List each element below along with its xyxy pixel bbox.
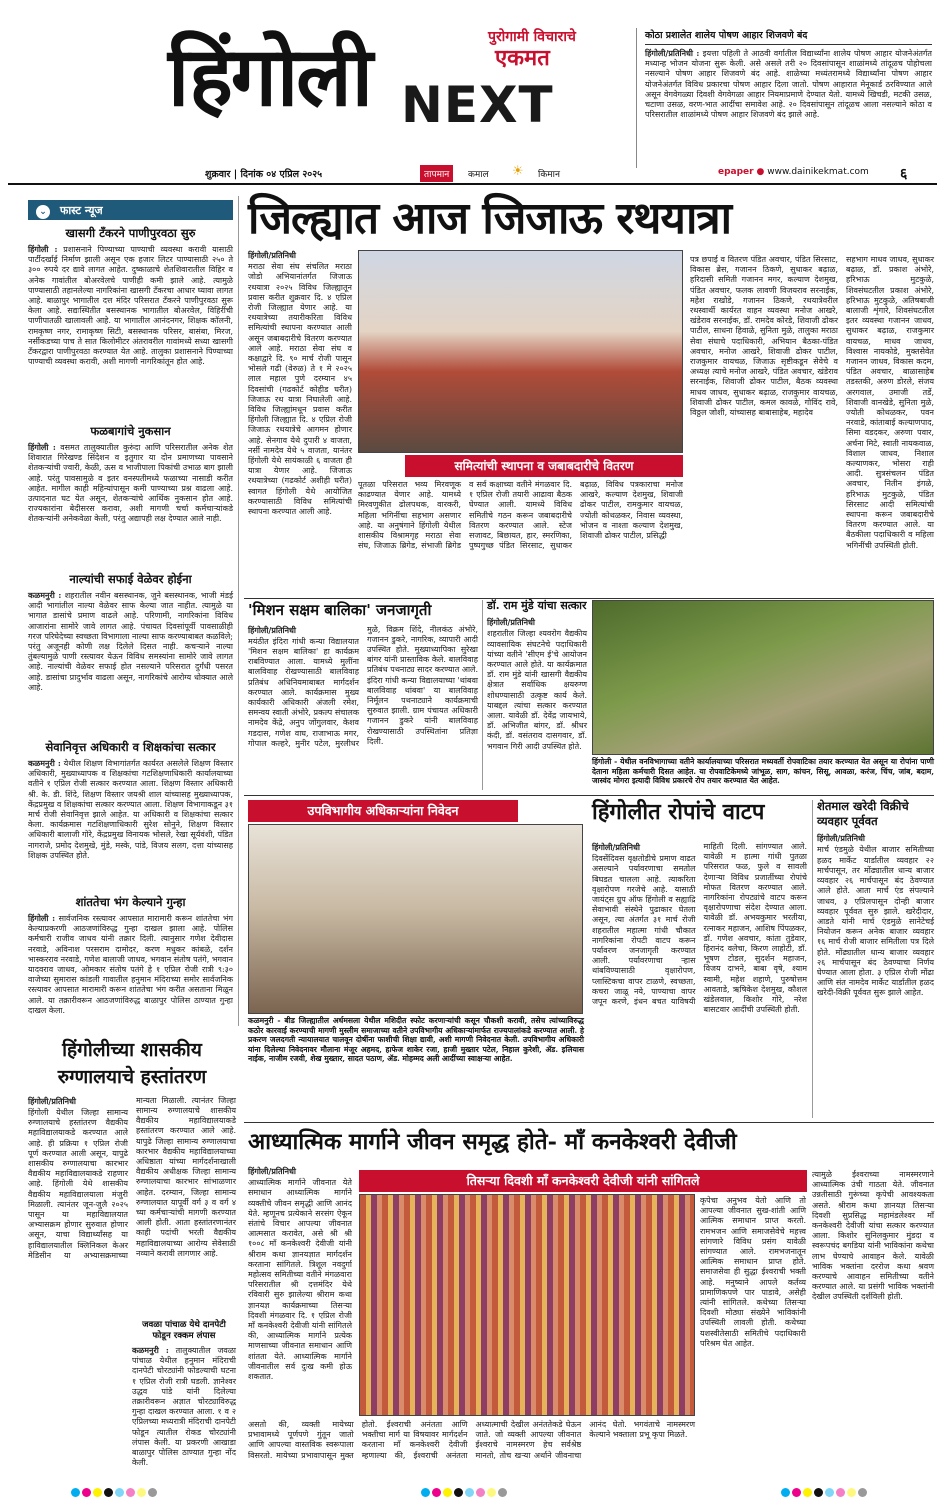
spiritual-body-c: [700, 1196, 806, 1466]
registration-marks-right: [780, 1482, 900, 1494]
temple-theft-story: [132, 1320, 237, 1468]
nursery-caption: हिंगोली - येथील वनविभागाच्या वतीने कार्यालयाच्या परिसरात मध्यवर्ती रोपवाटिका तयार करण्यात येत असून या रोपांना पाणी देताना महिला कर्मचारी दिसत आहेत. या रोपवाटिकेमध्ये जांभूळ, साग, कांचन, सिसू, आवळा, करंज, चिंच, जांब, बदाम, जास्वंद मोगरा इत्यादी विविध प्रकारचे रोप तयार करण्यात येत आहेत.: [592, 757, 934, 786]
section-rule: [244, 1122, 934, 1123]
fast-news-headline: नाल्यांची सफाई वेळेवर होईना: [69, 572, 192, 586]
lead-body-a-cont: [248, 470, 352, 600]
fast-news-body: [28, 442, 233, 564]
fast-news-item: [28, 424, 233, 564]
reg-mark: [498, 1488, 507, 1497]
fast-news-text: सार्वजनिक रस्त्यावर आपसात मारामारी करून शांततेचा भंग केल्याप्रकरणी आठजणांविरुद्ध गुन्हा दाखल झाला आहे. पोलिस कर्मचारी राजीव जाधव यांनी तक्रार दिली. त्यानुसार गणेश देवीदास नरवाडे, अविनाश परसराम दामोदर, करण मधुकर कांबळे, दर्शन भास्करराव नरवाडे, गणेश बालाजी जाधव, भगवान संतोष पतंगे, भगवान यादवराव जाधव, ओमकार संतोष पतंगे हे १ एप्रिल रोजी रात्री ९:३० वाजेच्या सुमारास कांडली गावातील हनुमान मंदिराच्या समोर सार्वजनिक रस्त्यावर आपसात मारामारी करून शांततेचा भंग करीत असताना मिळून आले. या तक्रारीवरून आठजणांविरुद्ध बाळापुर पोलिस ठाण्यात गुन्हा दाखल केला.: [28, 914, 233, 1015]
reg-mark: [454, 1488, 463, 1497]
reg-mark: [792, 1488, 801, 1497]
reg-mark: [803, 1488, 812, 1497]
lead-dateline: हिंगोली/प्रतिनिधी: [248, 250, 297, 260]
masthead: [0, 0, 945, 190]
top-story-headline: कोठा प्रशालेत शालेय पोषण आहार शिजवणे बंद: [645, 28, 932, 45]
weather-box: [420, 165, 600, 181]
nursery-photo: [592, 600, 934, 755]
date-line: शुक्रवार | दिनांक ०४ एप्रिल २०२५: [205, 169, 323, 180]
fast-news-text: वसमत तालुक्यातील कुरुंदा आणि परिसरातील अनेक शेत शिवारात गिरेखण्ड सिंदेशन व इतुगार या दोन प्रमाणच्या पावसाने शेतकऱ्यांची ज्वारी, केळी, ऊस व भाजीपाला पिकांची उभाळ बाग झाली आहे. परंतु पावसामुळे व इतर वनस्पतीमध्ये फळाच्या नासाडी करीत आहेत. मागील काही महिन्यांपासून कमी पाण्याच्या प्रश्न वाढला आहे. उत्पादनात घट येत असून, शेतकऱ्यांचे आर्थिक नुकसान होत आहे. राज्यकारांना बेदीसरस करावा, अशी मागणी चर्चा कर्मचाऱ्यांकडे शेतकऱ्यांनी अनेकवेळा केली, परंतु अद्यापही लक्ष देण्यात आले नाही.: [28, 443, 233, 524]
column-divider: [238, 196, 239, 1026]
spiritual-body-a: [248, 1166, 352, 1416]
reg-mark: [465, 1488, 474, 1497]
reg-mark: [137, 1488, 146, 1497]
lead-text-c: पत्र छपाई व वितरण पंडित अवचार, पंडित सिरसाट, विकास ब्रेस, गजानन ठिकणे, सुधाकर बढ़ाळ, हरिदासी समिती गजानन मगर, कल्याण देशमुख, पंडित अवचार, फलक लावणी विजयराव सरनाईक, महेश राखोडे, गजानन ठिकणे, रथयात्रेवरील रथस्वार्थी कार्यरत वाहन व्यवस्था मनोज आखरे, खंडेराव सरनाईक, डॉ. रामदेव कोरडे, शिवाजी ढोकर पाटील, साधना हिवाळे, सुनिता मुळे, तालुका मराठा सेवा संघाचे पदाधिकारी, अभियान बैठका-पंडित अवचार, मनोज आखरे, शिवाजी ढोकर पाटील, राजकुमार वायचळ, जिजाऊ सृष्टीकडून सेवेचे व अध्यक्ष त्याचे मनोज आखरे, पंडित अवचार, खंडेराव सरनाईक, शिवाजी ढोकर पाटील, बैठक व्यवस्था माधव जाधव, सुधाकर बढ़ाळ, राजकुमार वायचळ, शिवाजी ढोकर पाटील, कमल कावळे, गोविंद रावे, विठ्ठल जोशी, यांच्यासह बाबासाहेब, महादेव: [690, 255, 838, 418]
spiritual-body-d: [812, 1170, 934, 1466]
spiritual-text-c: कृपेचा अनुभव येतो आणि तो आपल्या जीवनात सुख-शांती आणि आत्मिक समाधान प्राप्त करतो. रामभजन आणि समाजसेवेचे महत्त्व सांगणारे विविध प्रसंग यावेळी सांगण्यात आले. रामभजनातून आत्मिक समाधान प्राप्त होते. समाजसेवा ही सुद्धा ईश्वराची भक्ती आहे. मनुष्याने आपले कर्तव्य प्रामाणिकपणे पार पाडावे, असेही त्यांनी सांगितले. कथेच्या तिसऱ्या दिवशी मोठ्या संख्येने भाविकांनी उपस्थिती लावली होती. कथेच्या यशस्वीतेसाठी समितीचे पदाधिकारी परिश्रम घेत आहेत.: [700, 1196, 806, 1348]
temple-headline: जवळा पांचाळ येथे दानपेटी फोडून रक्कम लंपास: [142, 1320, 226, 1341]
reg-mark: [487, 1488, 496, 1497]
hospital-body: [28, 1096, 236, 1261]
temple-dateline: कळमनुरी :: [132, 1345, 169, 1355]
fast-news-body: [28, 913, 233, 1033]
fast-news-text: येथील शिक्षण विभागांतर्गत कार्यरत असलेले शिक्षण विस्तार अधिकारी, मुख्याध्यापक व शिक्षकांचा गटशिक्षणाधिकारी कार्यालयाच्या वतीने १ एप्रिल रोजी सत्कार करण्यात आला. शिक्षण विस्तार अधिकारी श्री. के. डी. शिंदे, शिक्षण विस्तार जयश्री शाल यांच्यासह मुख्याध्यापक, केंद्रप्रमुख व शिक्षकांचा सत्कार करण्यात आला. शिक्षण विभागाकडून ३१ मार्च रोजी सेवानिवृत्त झाले आहेत. या अधिकारी व शिक्षकांचा सत्कार केला. कार्यक्रमास गटशिक्षणाधिकारी सुरेश सोनुने, शिक्षण विस्तार अधिकारी बालाजी गोरे, केंद्रप्रमुख विनायक भोसले, रेखा सूर्यवंशी, पंडित नागराजे, प्रमोद देशमुखे, मुंडे, मस्के, पांडे, विजय सलग, दत्ता यांच्यासह शिक्षक उपस्थित होते.: [28, 759, 234, 860]
masthead-title: हिंगोली: [168, 30, 372, 125]
spiritual-dateline: हिंगोली/प्रतिनिधी: [248, 1166, 297, 1176]
epaper-label: epaper: [718, 167, 754, 177]
reg-mark: [93, 1488, 102, 1497]
masthead-brand: एकमत: [495, 46, 550, 71]
fast-news-dateline: कळमनुरी :: [28, 758, 61, 768]
globe-icon: ●: [756, 167, 765, 177]
fast-news-item: [28, 895, 233, 1030]
column-divider: [482, 600, 483, 790]
top-story-dateline: हिंगोली/प्रतिनिधी :: [645, 48, 700, 58]
fast-news-header: [28, 200, 233, 220]
weather-min: किमान: [538, 170, 560, 180]
market-story: [817, 800, 934, 1118]
fast-news-body: [28, 590, 233, 732]
mission-story: [248, 600, 478, 790]
seedlings-dateline: हिंगोली/प्रतिनिधी: [592, 842, 641, 852]
market-headline-2: व्यवहार पूर्ववत: [817, 813, 878, 828]
dr-mude-headline: डॉ. राम मुंडे यांचा सत्कार: [487, 599, 587, 612]
spiritual-text-a: आध्यात्मिक मार्गाने जीवनात येते समाधान आध्यात्मिक मार्गाने व्यक्तीचे जीवन समृद्धी आणि आनंद येते. म्हणूनच प्रत्येकाने सरसंग ऐकून संतांचे विचार आपल्या जीवनात आत्मसात करावेत, असे श्री श्री १००८ माँ कनकेश्वरी देवीजी यांनी श्रीराम कथा ज्ञानयज्ञात मार्गदर्शन करताना सांगितले. त्रिशूल नवदुर्गा महोत्सव समितीच्या वतीने मंगळवारा परिसरातील श्री दत्तमंदिर येथे रविवारी सुरु झालेल्या श्रीराम कथा ज्ञानयज्ञ कार्यक्रमाच्या तिसऱ्या दिवशी मंगळवार दि. १ एप्रिल रोजी माँ कनकेश्वरी देवीजी यांनी सांगितले की, आध्यात्मिक मार्गाने प्रत्येक माणसाच्या जीवनात समाधान आणि शांतता येते. आध्यात्मिक मार्गाने जीवनातील सर्व दुःख कमी होऊ शकतात.: [248, 1178, 352, 1382]
seedlings-headline: हिंगोलीत रोपांचे वाटप: [592, 799, 765, 825]
reg-mark: [858, 1488, 867, 1497]
reg-mark: [476, 1488, 485, 1497]
dr-mude-story: [487, 600, 587, 790]
fast-news-label: फास्ट न्यूज: [59, 204, 103, 217]
fast-news-item: [28, 226, 233, 416]
lead-headline: जिल्ह्यात आज जिजाऊ रथयात्रा: [248, 193, 732, 244]
seedlings-body: [592, 842, 807, 1118]
reg-mark: [126, 1488, 135, 1497]
fast-news-headline: सेवानिवृत्त अधिकारी व शिक्षकांचा सत्कार: [45, 740, 216, 754]
fast-news-text: शहरातील नवीन बसस्थानक, जुने बसस्थानक, भाजी मंडई आदी भागांतील नाल्या वेळेवर साफ केल्या जात नाहीत. त्यामुळे या भागात डासांचे प्रमाण वाढले आहे. परिणामी, नागरिकांना विविध आजारांना सामोरे जावे लागत आहे. पंचायत दिवसांपूर्वी पावसाळीही गरज परिघेदेच्या स्वच्छता विभागाला नाल्या साफ करण्याबाबत कळविले; परंतु अजूनही कोणी लक्ष दिलेले दिसत नाही. कचऱ्याने नाल्या तुंबल्यामुळे पाणी रस्त्यावर येऊन विविध समस्यांना सामोरे जावे लागत आहे. नाल्यांची वेळेवर सफाई होत नसल्याने परिसरात दुर्गंधी पसरत आहे. डासांचा प्रादुर्भाव वाढला असून, नागरिकांचे आरोग्य धोक्यात आले आहे.: [28, 591, 233, 692]
masthead-rule: [8, 183, 937, 185]
lead-text-a: मराठा सेवा संघ संचलित मराठा जोडो अभियानांतर्गत जिजाऊ रथयात्रा २०२५ विविध जिल्ह्यातून प्रवास करीत शुक्रवार दि. ४ एप्रिल रोजी जिल्ह्यात येणार आहे. या रथयात्रेच्या तयारीकरिता विविध समित्यांची स्थापना करण्यात आली असून जबाबदारीचे वितरण करण्यात आले आहे. मराठा सेवा संघ व कक्षाद्वारे दि. ९० मार्च रोजी पासून भोसले गढी (वेरुळ) ते १ मे २०२५ लाल महाल पुणे दरम्यान ४५ दिवसांची (गढकोर्ट कोहीड घरीत) जिजाऊ रथ यात्रा निघालेली आहे. विविध जिल्ह्यांमधून प्रवास करीत हिंगोली जिल्ह्यात दि. ४ एप्रिल रोजी जिजाऊ रथयात्रेचे आगमन होणार आहे. सेनगाव येथे दुपारी ४ वाजता, नर्सी नामदेव येथे ५ वाजता, यानंतर हिंगोली येथे सायंकाळी ६ वाजता ही यात्रा येणार आहे. जिजाऊ रथयात्रेच्या (गढकोर्ट अशीही घरीत) स्वागत हिंगोली येथे आयोजित करण्यासाठी विविध समित्यांची स्थापना करण्यात आली आहे.: [248, 262, 352, 517]
fast-news-body: [28, 758, 233, 890]
reg-mark: [148, 1488, 157, 1497]
spiritual-photo: [359, 1194, 695, 1416]
lead-photo-band: समित्यांची स्थापना व जबाबदारीचे वितरण: [405, 455, 683, 477]
top-story-box: [636, 28, 932, 168]
mission-dateline: हिंगोली/प्रतिनिधी: [248, 624, 297, 635]
dr-mude-text: शहरातील जिल्हा श्यवरोग वैद्यकीय व्यावसायिक संघटनेचे पदाधिकारी यांच्या वतीने 'सीएम ई'चे आयोजन करण्यात आले होते. या कार्यक्रमात डॉ. राम मुंडे यांनी खासगी वैद्यकीय क्षेत्रात सर्वाधिक क्षयरुग्ण शोधण्यासाठी उत्कृष्ट कार्य केले. याबद्दल त्यांचा सत्कार करण्यात आला. यावेळी डॉ. देवेंद्र जायभाये, डॉ. अभिजीत बांगर, डॉ. श्रीधर कंदी, डॉ. वसंतराव दासगवार, डॉ. भगवान गिरी आदी उपस्थित होते.: [487, 629, 587, 751]
reg-mark: [814, 1488, 823, 1497]
market-dateline: हिंगोली/प्रतिनिधी: [817, 833, 866, 844]
spiritual-band: तिसऱ्या दिवशी माँ कनकेश्वरी देवीजी यांनी सांगितले: [359, 1170, 807, 1192]
hospital-text: हिंगोली येथील जिल्हा सामान्य रुग्णालयाचे हस्तांतरण वैद्यकीय महाविद्यालयाकडे करण्यात आले आहे. ही प्रक्रिया १ एप्रिल रोजी पूर्ण करण्यात आली असून, यापुढे शासकीय रुग्णालयाचा कारभार वैद्यकीय महाविद्यालयाकडे राहणार आहे. हिंगोली येथे शासकीय वैद्यकीय महाविद्यालयाला मंजुरी मिळाली. त्यानंतर जून-जुलै २०२५ पासून या महाविद्यालयात अभ्यासक्रम होणार सुरुवात होणार असून, याचा विद्यार्थ्यांसह या हाविद्यालयातील क्लिनिकल केअर मेडिसीन या अभ्यासक्रमाच्या मान्यता मिळाली. त्यानंतर जिल्हा सामान्य रुग्णालयाचे शासकीय वैद्यकीय महाविद्यालयाकडे हस्तांतरण करण्यात आले आहे. यापुढे जिल्हा सामान्य रुग्णालयाचा कारभार वैद्यकीय महाविद्यालयाच्या अधिष्ठाता यांच्या मार्गदर्शनाखाली वैद्यकीय अधीक्षक जिल्हा सामान्य रुग्णालयाचा कारभार सांभाळणार आहेत. दरम्यान, जिल्हा सामान्य रुग्णालयात यापूर्वी वर्ग ३ व वर्ग ४ च्या कर्मचाऱ्यांची मागणी करण्यात आली होती. आता हस्तांतरणानंतर काही पदांची भरती वैद्यकीय महाविद्यालयाच्या आरोग्य सेवेसाठी नव्याने करावी लागणार आहे.: [28, 1095, 236, 1260]
lead-text-d: सहभाग माधव जाधव, सुधाकर बढ़ाळ, डॉ. प्रकाश अंभोरे, हरिभाऊ मुटकुळे, शिवसंघटतील प्रकाश अंभोरे, हरिभाऊ मुटकुळे, अतिषबाजी बालाजी शृंगारे, शिवसंघटतील इतर व्यवस्था गजानन जाधव, सुधाकर बढ़ाळ, राजकुमार वायचळ, माधव जाधव, विश्वास नायकोडे, मुक्तसेवेत गजानन जाधव, विकास कदम, पंडित अवचार, बाळासाहेब तडस्तकी, अरुण डोरले, संजय अरगवाल, उमाजी तर्डे, शिवाजी वानखेडे, सुनिता मुळे, ज्योती कोथळकर, पवन नरवाडे, कांताबाई कल्याणपाद, सिमा वडदकर, अरुणा पवार, अर्चना मिटे, स्वाती नायकवाळ, विशाल जाधव, निशाल कल्याणकर, भोसरा राही आदी. सुत्रसंचलन पंडित अवचार, नितीन इंगळे, हरिभाऊ मुटकुळे, पंडित सिरसाट आदी समित्यांची स्थापना करून जबाबदारीचे वितरण करण्यात आले. या बैठकीला पदाधिकारी व महिला भगिनींची उपस्थिती होती.: [846, 255, 934, 550]
temple-text: तालुक्यातील जवळा पांचाळ येथील हनुमान मंदिराची दानपेटी चोरट्यांनी फोडल्याची घटना १ एप्रिल रोजी रात्री घडली. ज्ञानेश्वर उद्धव पांडे यांनी दिलेल्या तक्रारीवरून अज्ञात चोरट्याविरुद्ध गुन्हा दाखल करण्यात आला. १ व २ एप्रिलच्या मध्यरात्री मंदिराची दानपेटी फोडून त्यातील रोकड चोरट्यांनी लंपास केली. या प्रकरणी आखाडा बाळापुर पोलिस ठाण्यात गुन्हा नोंद केली.: [132, 1346, 237, 1468]
reg-mark: [836, 1488, 845, 1497]
mission-text: मयंठीत इंदिरा गांधी कन्या विद्यालयात 'मिशन सक्षम बालिका' हा कार्यक्रम राबविण्यात आला. यामध्ये मुलींना बालविवाह रोखण्यासाठी बालविवाह प्रतिबंध अधिनियमाबाबत मार्गदर्शन करण्यात आले. कार्यक्रमास मुख्य कार्यकारी अधिकारी अंजली रमेश, समन्वय स्वाती अंभोरे, प्रकल्प संचालक नामदेव केंद्रे, अनुप जोंगुलवार, केशव गडदास, गणेश वाघ, राजाभाऊ मगर, गोपाल कल्हरे, मुनीर पटेल, मुरलीधर मुळे, विक्रम शिंदे, नीलकंठ अंभोरे, गजानन डुकरे, नागरिक, व्यापारी आदी उपस्थित होते. मुख्याध्यापिका सुरेखा बांगर यांनी प्रास्ताविक केले. बालविवाह प्रतिबंध पथनाट्य सादर करण्यात आले. इंदिरा गांधी कन्या विद्यालयाच्या 'थांबवा बालविवाह थांबवा' या बालविवाह निर्मूलन पथनाट्याने कार्यक्रमाची सुरुवात झाली. ग्राम पंचायत अधिकारी गजानन डुकरे यांनी बालविवाह रोखण्यासाठी उपस्थितांना प्रतिज्ञा दिली.: [248, 624, 478, 748]
fast-news-text: प्रशासनाने पिण्याच्या पाण्याची व्यवस्था करावी यासाठी पार्टीदर्खाई निर्माण झाली असून एक हजार लिटर पाण्यासाठी २५० ते ३०० रुपये दर द्यावे लागत आहेत. दुष्काळाचे शेतशिवारातील विहिर व अनेक गावांतील बोअरवेलचे पाणीही कमी झाले आहे. त्यामुळे पाण्यासाठी तहानलेल्या नागरिकांना खासगी टँकरचा आधार घ्यावा लागत आहे. बाळापुर भागातील दत्त मंदिर परिसरात टँकरने पाणीपुरवठा सुरू केला आहे. सद्यःस्थितीत बसस्थानक भागातील बोअरवेल, विहिरींची पाणीपातळी खालावली आहे. या भागातील आनंदनगर, शिक्षक कॉलनी, रामकृष्ण नगर, रामाकृष्ण सिटी, बसस्थानक परिसर, बासंबा, मिरज, नर्सीकडच्या पाच ते सात किलोमीटर अंतरावरील गावांमध्ये सध्या खासगी टँकरद्वारा पाणीपुरवठा करण्यात येत आहे. तालुका प्रशासनाने पिण्याच्या पाण्याची व्यवस्था करावी, अशी मागणी नागरिकांतून होत आहे.: [28, 245, 233, 367]
mission-headline: 'मिशन सक्षम बालिका' जनजागृती: [248, 601, 432, 619]
spiritual-body-b: [248, 1420, 695, 1466]
market-body: [817, 833, 934, 1105]
reg-mark: [71, 1488, 80, 1497]
market-text: मार्च एंडमुळे येथील बाजार समितीच्या हळद मार्केट यार्डातील व्यवहार २२ मार्चपासून, तर मोंढ्यातील धान्य बाजार व्यवहार २६ मार्चपासून बंद ठेवण्यात आले होते. आता मार्च एंड संपल्याने जाधव, ३ एप्रिलपासून दोन्ही बाजार व्यवहार पूर्ववत सुरु झाले. खरेदीदार, आडते यांनी मार्च एंडमुळे सानेटेचई नियोजन करून अनेक बाजार व्यवहार १६ मार्च रोजी बाजार समितीला पत्र दिले होते. मोंढ्यातील धान्य बाजार व्यवहार २६ मार्चपासून बंद ठेवण्याचा निर्णय घेण्यात आला होता. ३ एप्रिल रोजी मोंढा आणि संत नामदेव मार्केट यार्डातील हळद खरेदी-विक्री पूर्ववत सुरू झाले आहेत.: [817, 845, 934, 998]
page-number: ६: [900, 166, 908, 182]
reg-mark: [432, 1488, 441, 1497]
chevron-down-icon: ⌄: [36, 205, 50, 219]
section-rule: [244, 795, 934, 796]
fast-news-body: [28, 244, 233, 416]
mission-body: [248, 625, 478, 790]
lead-text-b: पूतळा परिसरात भव्य मिरवणूक काढण्यात येणार आहे. यामध्ये मिरवणुकीत ढोलपथक, वारकरी, महिला भगिनींचा सहभाग असणार आहे. या अनुषंगाने हिंगोली येथील शासकीय विश्रामगृह मराठा सेवा संघ, जिजाऊ ब्रिगेड, संभाजी ब्रिगेड व सर्व कक्षाच्या वतीने मंगळवार दि. १ एप्रिल रोजी तयारी आढावा बैठक घेण्यात आली. यामध्ये विविध समितीचे गठन करून जबाबदारीचे वितरण करण्यात आले. स्टेज सजावट, बिछायत, हार, स्मरणिका, पुष्पगुच्छ पंडित सिरसाट, सुधाकर बढ़ाळ, विविध पत्रकाराचा मनोज आखरे, कल्याण देशमुख, शिवाजी ढोकर पाटील, रामकुमार वायचळ, ज्योती कोथळकर, निवास व्यवस्था, भोजन व नाश्ता कल्याण देशमुख, शिवाजी ढोकर पाटील, प्रसिद्धी: [358, 480, 683, 551]
market-headline-1: शेतमाल खरेदी विक्रीचे: [817, 799, 909, 813]
seedlings-text: दिवसेंदिवस वृक्षतोडीचे प्रमाण वाढत असल्याने पर्यावरणाचा समतोल बिघडत चालला आहे. त्याकरिता वृक्षारोपण गरजेचे आहे. यासाठी जायंट्स ग्रुप ऑफ हिंगोली व सह्याद्रि सेवाभावी संस्थेने पुढाकार घेतला असून, त्या अंतर्गत ३१ मार्च रोजी शहरातील महात्मा गांधी चौकात नागरिकांना रोपटी वाटप करून पर्यावरण जनजागृती करण्यात आली. पर्यावरणाचा ऱ्हास थांबविण्यासाठी वृक्षारोपण, प्लास्टिकचा वापर टाळणे, स्वच्छता, कचरा जाळू नये, पाण्याचा वापर जपून करणे, इंधन बचत याविषयी माहिती दिली. सांगण्यात आले. यावेळी म हात्मा गांधी पुतळा परिसरात फळ, फुले व सावली देणाऱ्या विविध प्रजातींच्या रोपांचे मोफत वितरण करण्यात आले. नागरिकांना रोपट्यांचे वाटप करून वृक्षारोपणाचा संदेश देण्यात आला. यावेळी डॉ. अभयकुमार भरतीया, रत्नाकर महाजन, आशिष पिंपळकर, डॉ. गणेश अवचार, कांता तुडेवार, हिरानंद वलेचा, किरण लाहोटी, डॉ. भूषण टोडल, सुदर्शन महाजन, विजय दाभने, बाबा वृषे, श्याम स्वामी, महेश शहाणे, पुरुषोत्तम आवताडे, ऋषिकेश देशमुख, कौशल खंडेलवाल, किशोर गोरे, नरेश बासटवार आदींची उपस्थिती होती.: [592, 842, 807, 1015]
reg-mark: [82, 1488, 91, 1497]
reg-mark: [781, 1488, 790, 1497]
masthead-next-logo: [393, 72, 623, 136]
weather-label: तापमान: [420, 165, 453, 182]
column-divider: [812, 800, 813, 1118]
fast-news-item: [28, 740, 233, 890]
lead-body-d: [846, 255, 934, 590]
temple-body: [132, 1345, 237, 1468]
date-strip: [0, 165, 945, 183]
dr-mude-body: [487, 617, 587, 785]
fast-news-headline: शांततेचा भंग केल्याने गुन्हा: [75, 895, 186, 909]
spiritual-text-b: असतो की, व्यक्ती मायेच्या प्रभावामध्ये पूर्णपणे गुंतून जातो आणि आपल्या वास्तविक स्वरूपाला विसरतो. मायेच्या प्रभावापासून मुक्त होतो. ईश्वराची अनंतता आणि भक्तीचा मार्ग या विषयावर मार्गदर्शन करताना माँ कनकेश्वरी देवीजी म्हणाल्या की, ईश्वराची अनंतता अध्यात्माची देखील अनंततेकडे घेऊन जाते. जो व्यक्ती आपल्या जीवनात ईश्वराचे नामस्मरण हेच सर्वश्रेष्ठ मानतो, तोच खऱ्या अर्थाने जीवनाचा आनंद घेतो. भगवंताचे नामस्मरण केल्याने भक्ताला प्रभू कृपा मिळते.: [248, 1420, 695, 1460]
reg-mark: [104, 1488, 113, 1497]
memorandum-caption: कळमनुरी - बीड जिल्ह्यातील अर्धमसला येथील मशिदीत स्फोट करणाऱ्यांची कसून चौकशी करावी, तसेच त्यांच्याविरुद्ध कठोर कारवाई करण्याची मागणी मुस्लीम समाजाच्या वतीने उपविभागीय अधिकाऱ्यांमार्फत राज्यपालांकडे करण्यात आली. हे प्रकरण जलदगती न्यायालयात चालवून दोषींना फाशीची शिक्षा द्यावी, अशी मागणी निवेदनात केली. उपविभागीय अधिकारी यांना दिलेल्या निवेदनावर मौलाना मंजूर अहमद, हाफेज शाकेर रजा, हाजी मुख्तार पटेल, निहाल कुरेशी, ॲड. इलियास नाईक, नाजीम रजवी, शेख मुख्तार, सादत पठाण, ॲड. मोहम्मद अली आदींच्या स्वाक्षऱ्या आहेत.: [248, 1016, 584, 1064]
fast-news-dateline: हिंगोली :: [28, 442, 56, 452]
lead-body-c: [690, 255, 838, 590]
reg-mark: [421, 1488, 430, 1497]
masthead-tagline: पुरोगामी विचाराचे: [488, 29, 576, 45]
reg-mark: [443, 1488, 452, 1497]
hospital-headline-2: रुग्णालयाचे हस्तांतरण: [57, 1065, 207, 1088]
fast-news-headline: फळबागांचे नुकसान: [90, 424, 171, 438]
memorandum-band: उपविभागीय अधिकाऱ्यांना निवेदन: [248, 800, 518, 822]
fast-news-dateline: हिंगोली :: [28, 913, 56, 923]
reg-mark: [825, 1488, 834, 1497]
lead-body-b: [358, 480, 683, 595]
masthead-next: NEXT: [401, 76, 554, 134]
dr-mude-dateline: हिंगोली/प्रतिनिधी: [487, 617, 536, 628]
hospital-headline-1: हिंगोलीच्या शासकीय: [62, 1039, 202, 1061]
lead-photo: [358, 250, 683, 453]
registration-marks-left: [70, 1482, 190, 1494]
lead-bottom-rule: [244, 598, 934, 599]
fast-news-item: [28, 572, 233, 732]
spiritual-text-d: त्यामुळे ईश्वराच्या नामस्मरणाने आध्यात्मिक उंची गाठता येते. जीवनात उन्नतीसाठी गुरूंच्या कृपेची आवश्यकता असते. श्रीराम कथा ज्ञानयज्ञ तिसऱ्या दिवशी सुप्रसिद्ध महामंडलेश्वर माँ कनकेश्वरी देवीजी यांचा सत्कार करण्यात आला. किशोर सुनिलकुमार मुंडदा व स्वरूपचंद बगडिया यांनी भाविकांना कथेचा लाभ घेण्याचे आवाहन केले. यावेळी भाविक भक्तांना दररोज कथा श्रवण करण्याचे आवाहन समितीच्या वतीने करण्यात आले. या प्रसंगी भाविक भक्तांनी देखील उपस्थिती दर्शविली होती.: [812, 1170, 934, 1302]
website-url: www.dainikekmat.com: [767, 167, 869, 177]
reg-mark: [847, 1488, 856, 1497]
memorandum-photo: [248, 824, 583, 1014]
fast-news-dateline: कळमनुरी :: [28, 590, 62, 600]
epaper-link[interactable]: [718, 167, 869, 177]
registration-marks-mid: [420, 1482, 540, 1494]
spiritual-headline: आध्यात्मिक मार्गाने जीवन समृद्ध होते- माँ कनकेश्वरी देवीजी: [248, 1129, 737, 1155]
fast-news-dateline: हिंगोली :: [28, 244, 58, 254]
top-story-body: [645, 48, 932, 166]
fast-news-headline: खासगी टँकरने पाणीपुरवठा सुरु: [65, 226, 196, 240]
reg-mark: [115, 1488, 124, 1497]
weather-max: कमाल: [468, 170, 489, 180]
hospital-dateline: हिंगोली/प्रतिनिधी: [28, 1095, 77, 1106]
lead-body-a: [248, 250, 352, 517]
sun-icon: ☀: [512, 164, 524, 179]
top-story-text: इयत्ता पहिली ते आठवी वर्गातील विद्यार्थ्यांना शालेय पोषण आहार योजनेअंतर्गत मध्यान्ह भोजन योजना सुरू केली. असे असले तरी २० दिवसांपासून शाळांमध्ये तांदूळच पोहोचला नसल्याने पोषण आहार शिजवणे बंद आहे. शाळेच्या मध्यंतरामध्ये विद्यार्थ्यांना पोषण आहार योजनेअंतर्गत विविध प्रकारचा पोषण आहार दिला जातो. पोषण आहारात मेनूकार्ड ठरविण्यात आले असून वेगवेगळ्या दिवशी वेगवेगळा आहार नियमाप्रमाणे देण्यात येतो. यामध्ये खिचडी, मटकी उसळ, चटाणा उसळ, वरण-भात आदींचा समावेश आहे. २० दिवसांपासून तांदूळच आला नसल्याने कोठा व परिसरातील शाळांमध्ये पोषण आहार शिजवणे बंद झाले आहे.: [645, 49, 932, 120]
